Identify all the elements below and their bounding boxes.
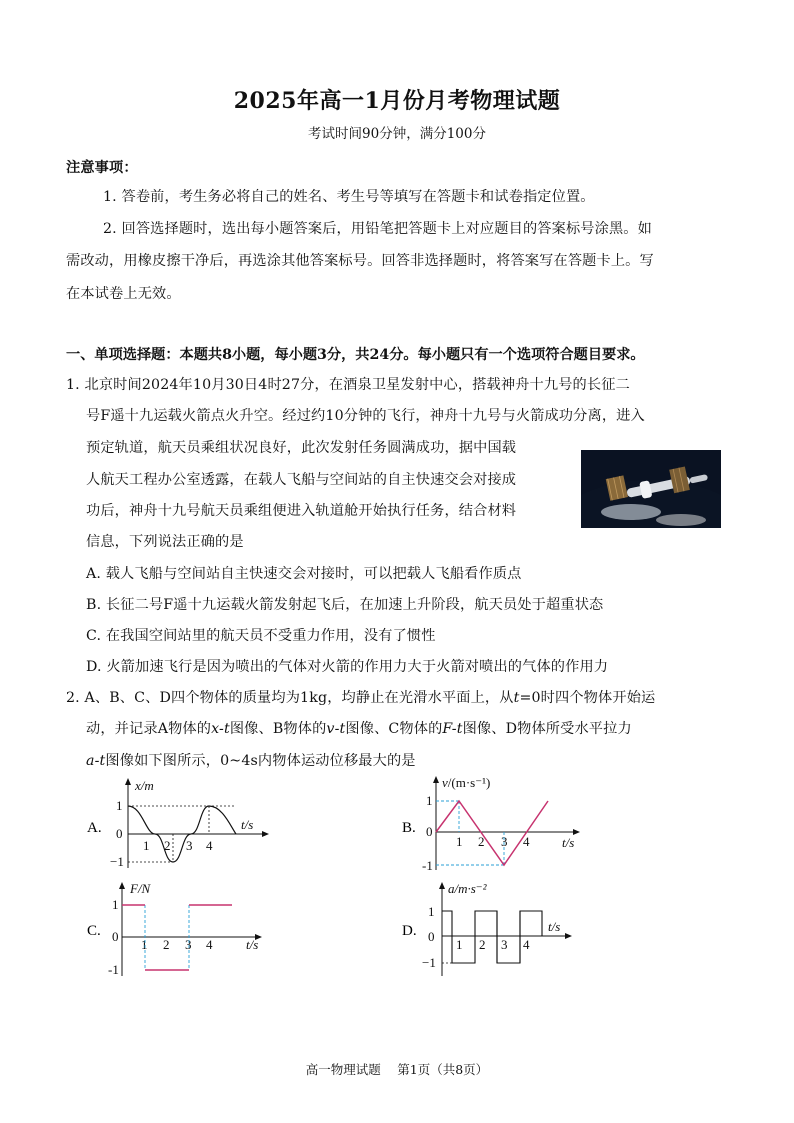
graph-d-xlabel: t/s [548,919,561,934]
graph-d-tick-yn1: −1 [422,955,436,970]
graph-d-tick-x4: 4 [523,937,530,952]
graph-c-tick-x3: 3 [185,937,192,952]
graph-d-tick-x3: 3 [501,937,508,952]
graph-c-tick-y0: 0 [112,929,119,944]
q1-line-2: 号F遥十九运载火箭点火升空。经过约10分钟的飞行，神舟十九号与火箭成功分离，进入 [86,408,645,424]
graph-d-tick-y1: 1 [428,904,435,919]
graph-a-option: A. [87,820,102,836]
graph-c [80,876,280,981]
q1-option-b: B. 长征二号F遥十九运载火箭发射起飞后，在加速上升阶段，航天员处于超重状态 [86,597,604,613]
graph-a-tick-y1: 1 [116,798,123,813]
q1-line-1: 1. 北京时间2024年10月30日4时27分，在酒泉卫星发射中心，搭载神舟十九号的长征二 [66,377,630,393]
graph-c-tick-x2: 2 [163,937,170,952]
graph-b-tick-x2: 2 [478,834,485,849]
graph-c-option: C. [87,923,101,939]
page-footer: 高一物理试题 第1页（共8页） [305,1062,489,1077]
note-item-1: 1. 答卷前，考生务必将自己的姓名、考生号等填写在答题卡和试卷指定位置。 [103,189,595,205]
graph-b-tick-x3: 3 [501,834,508,849]
graph-b-tick-y1: 1 [426,793,433,808]
graph-a-xlabel: t/s [241,817,254,832]
graph-d-ylabel: a/m·s⁻² [448,881,487,896]
q2-line-2: 动，并记录A物体的x-t图像、B物体的v-t图像、C物体的F-t图像、D物体所受水平拉力 [86,721,632,737]
graph-d-tick-x2: 2 [479,937,486,952]
graph-b-tick-yn1: -1 [422,858,433,873]
graph-a-y-arrow [125,778,131,785]
graph-c-tick-x1: 1 [141,937,148,952]
graph-c-ylabel: F/N [130,881,151,896]
q1-line-6: 信息，下列说法正确的是 [86,534,244,550]
graph-d [398,876,598,981]
note-item-2-line-1: 2. 回答选择题时，选出每小题答案后，用铅笔把答题卡上对应题目的答案标号涂黑。如 [103,221,652,237]
graph-c-xlabel: t/s [246,937,259,952]
graph-d-x-arrow [565,933,572,939]
graph-a-x-arrow [262,831,269,837]
notes-heading: 注意事项： [66,160,138,176]
q1-option-c: C. 在我国空间站里的航天员不受重力作用，没有了惯性 [86,628,436,644]
graph-b-option: B. [402,820,416,836]
q2-line-1: 2. A、B、C、D四个物体的质量均为1kg，均静止在光滑水平面上，从t=0时四个物体开始运 [66,690,656,706]
graph-b [398,770,598,875]
graph-d-option: D. [402,923,417,939]
exam-info: 考试时间90分钟，满分100分 [308,126,486,142]
graph-b-tick-x1: 1 [456,834,463,849]
graph-b-tick-y0: 0 [426,824,433,839]
graph-b-tick-x4: 4 [523,834,530,849]
graph-a-tick-x4: 4 [206,838,213,853]
q1-option-a: A. 载人飞船与空间站自主快速交会对接时，可以把载人飞船看作质点 [86,566,522,582]
graph-b-xlabel: t/s [562,835,575,850]
graph-a-tick-x3: 3 [186,838,193,853]
note-item-2-line-3: 在本试卷上无效。 [66,286,181,302]
graph-b-y-arrow [433,776,439,783]
q2-line-3: a-t图像如下图所示，0~4s内物体运动位移最大的是 [86,753,416,769]
graph-a-ylabel: x/m [135,778,154,793]
graph-a-tick-x2: 2 [164,838,171,853]
graph-d-y-arrow [439,882,445,889]
graph-c-tick-x4: 4 [206,937,213,952]
q1-line-5: 功后，神舟十九号航天员乘组便进入轨道舱开始执行任务，结合材料 [86,503,517,519]
space-station-photo [581,450,721,528]
graph-c-tick-y1: 1 [112,897,119,912]
graph-a-tick-x1: 1 [143,838,150,853]
note-item-2-line-2: 需改动，用橡皮擦干净后，再选涂其他答案标号。回答非选择题时，将答案写在答题卡上。写 [66,253,654,269]
q1-option-d: D. 火箭加速飞行是因为喷出的气体对火箭的作用力大于火箭对喷出的气体的作用力 [86,659,609,675]
graph-a-tick-y0: 0 [116,826,123,841]
graph-b-ylabel: v/(m·s⁻¹) [442,775,491,790]
graph-d-tick-x1: 1 [456,937,463,952]
graph-a-tick-yn1: −1 [110,854,124,869]
graph-c-y-arrow [119,882,125,889]
q1-line-3: 预定轨道，航天员乘组状况良好，此次发射任务圆满成功，据中国载 [86,440,517,456]
graph-c-tick-yn1: -1 [108,962,119,977]
page-title: 2025年高一1月份月考物理试题 [233,88,561,114]
q1-line-4: 人航天工程办公室透露，在载人飞船与空间站的自主快速交会对接成 [86,472,517,488]
graph-d-tick-y0: 0 [428,929,435,944]
section-heading: 一、单项选择题：本题共8小题，每小题3分，共24分。每小题只有一个选项符合题目要求。 [66,347,645,363]
graph-a [80,775,280,875]
graph-b-line [436,801,548,865]
